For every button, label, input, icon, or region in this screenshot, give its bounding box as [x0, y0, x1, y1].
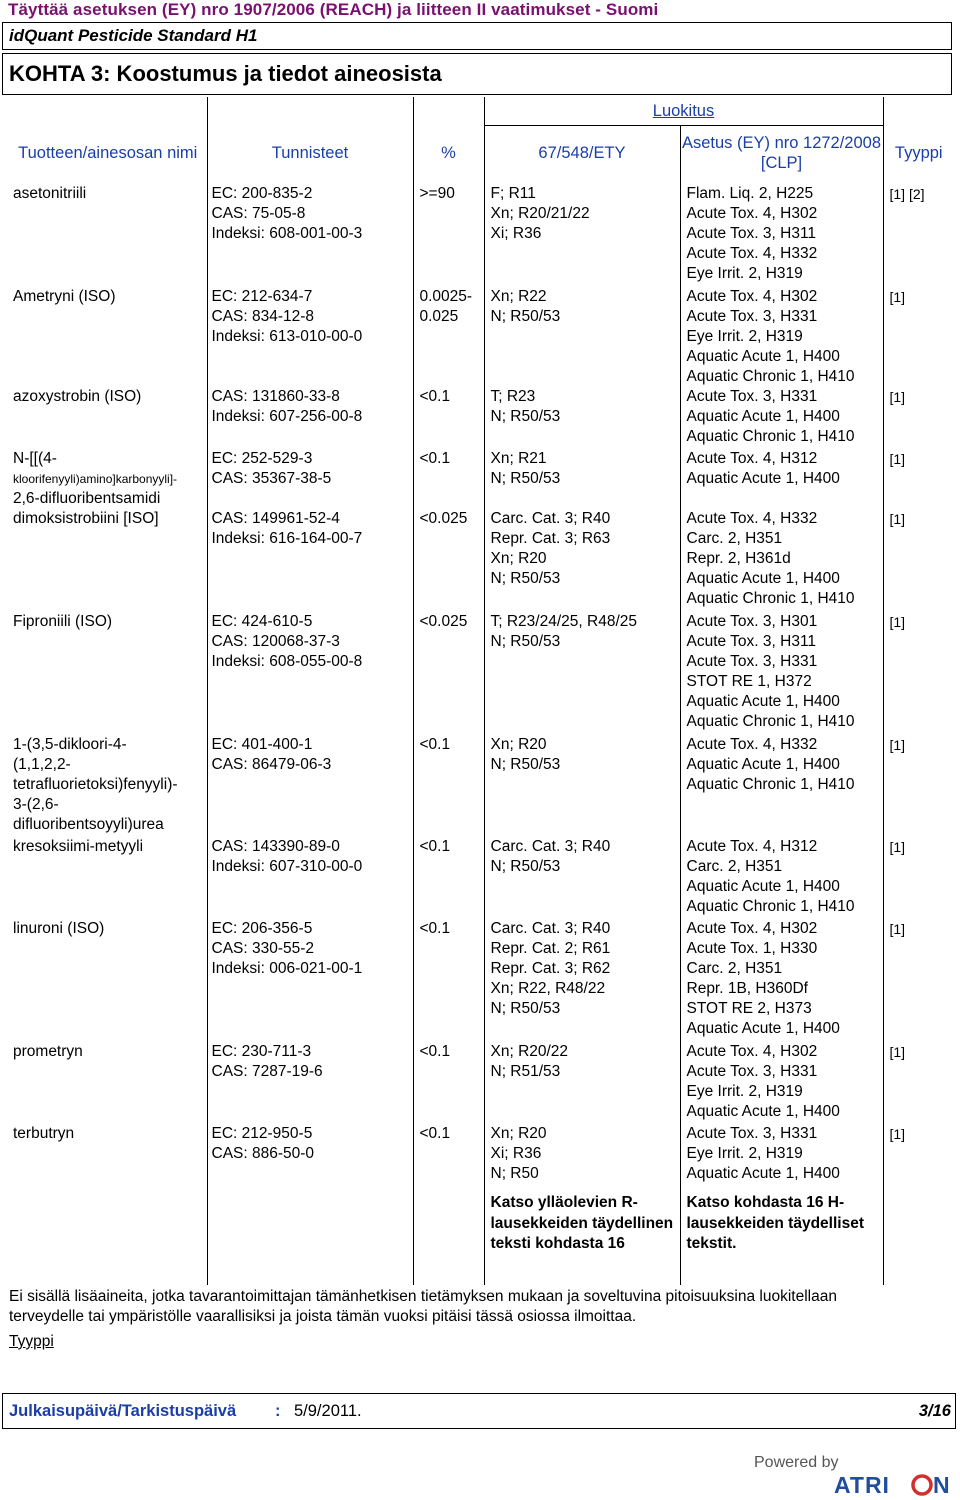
ingredient-identifiers	[207, 387, 413, 449]
header-spacer	[207, 97, 413, 126]
ingredient-percent	[413, 184, 484, 287]
table-row	[9, 184, 954, 287]
section-title: KOHTA 3: Koostumus ja tiedot aineosista	[2, 53, 952, 95]
table-row	[9, 387, 954, 449]
clp-classification-line: Repr. 1B, H360Df	[686, 980, 808, 997]
ingredient-name-line: prometryn	[13, 1043, 83, 1060]
ingredient-type: [1]	[889, 614, 906, 630]
clp-classification-line: Aquatic Acute 1, H400	[686, 878, 840, 895]
ingredient-name-line: kloorifenyyli)amino]karbonyyli]-	[13, 472, 178, 486]
directive-classification-line: Repr. Cat. 2; R61	[490, 940, 611, 957]
clp-classification-line: Eye Irrit. 2, H319	[686, 328, 803, 345]
directive-classification	[484, 184, 680, 287]
header-luokitus[interactable]	[484, 97, 883, 126]
clp-classification	[680, 1042, 883, 1124]
clp-classification-line: Acute Tox. 4, H302	[686, 288, 818, 305]
ingredient-identifiers-line: CAS: 7287-19-6	[211, 1063, 323, 1080]
ingredient-identifiers-line: EC: 424-610-5	[211, 613, 313, 630]
svg-text:ATRI: ATRI	[834, 1472, 890, 1496]
ingredient-type: [1]	[889, 1044, 906, 1060]
header-percent: %	[413, 126, 484, 185]
ingredient-identifiers-line: EC: 212-634-7	[211, 288, 313, 305]
issue-date-label: Julkaisupäivä/Tarkistuspäivä	[9, 1402, 237, 1420]
ingredient-type: [1]	[889, 1126, 906, 1142]
ingredient-name	[9, 387, 207, 449]
ingredient-identifiers-line: Indeksi: 608-001-00-3	[211, 225, 363, 242]
directive-classification-line: N; R50	[490, 1165, 539, 1182]
clp-classification-line: Aquatic Acute 1, H400	[686, 570, 840, 587]
table-row	[9, 735, 954, 837]
ingredient-percent	[413, 387, 484, 449]
directive-classification	[484, 837, 680, 919]
tyyppi-link[interactable]: Tyyppi	[9, 1333, 54, 1350]
ingredient-type: [1] [2]	[889, 186, 925, 202]
directive-classification-line: T; R23/24/25, R48/25	[490, 613, 637, 630]
issue-date-colon: :	[275, 1402, 281, 1420]
clp-classification-line: Acute Tox. 4, H302	[686, 205, 818, 222]
ingredient-identifiers	[207, 287, 413, 387]
ingredient-name	[9, 1042, 207, 1124]
ingredient-type: [1]	[889, 289, 906, 305]
ingredient-identifiers-line: CAS: 75-05-8	[211, 205, 306, 222]
composition-table	[9, 97, 954, 1285]
clp-classification-line: Carc. 2, H351	[686, 960, 783, 977]
ingredient-percent-line: <0.1	[419, 920, 451, 937]
clp-classification-line: Aquatic Chronic 1, H410	[686, 368, 855, 385]
ingredient-name-line: 3-(2,6-	[13, 796, 59, 813]
directive-classification	[484, 449, 680, 509]
clp-classification-line: STOT RE 1, H372	[686, 673, 812, 690]
ingredient-name	[9, 184, 207, 287]
ingredient-name	[9, 919, 207, 1042]
ingredient-identifiers-line: Indeksi: 613-010-00-0	[211, 328, 363, 345]
ingredient-identifiers	[207, 1124, 413, 1187]
clp-classification-line: Acute Tox. 3, H331	[686, 1125, 818, 1142]
clp-classification-line: Aquatic Chronic 1, H410	[686, 713, 855, 730]
table-row	[9, 1042, 954, 1124]
ingredient-name	[9, 837, 207, 919]
clp-classification	[680, 449, 883, 509]
ingredient-identifiers-line: CAS: 131860-33-8	[211, 388, 340, 405]
ingredient-identifiers-line: CAS: 35367-38-5	[211, 470, 332, 487]
clp-classification-line: Acute Tox. 3, H311	[686, 225, 817, 242]
directive-classification-line: N; R50/53	[490, 408, 561, 425]
ingredient-percent-line: <0.1	[419, 388, 451, 405]
ingredient-identifiers-line: CAS: 330-55-2	[211, 940, 315, 957]
directive-classification	[484, 387, 680, 449]
ingredient-percent-line: 0.025	[419, 308, 459, 325]
ingredient-name-line: Ametryni (ISO)	[13, 288, 116, 305]
directive-classification-line: Repr. Cat. 3; R62	[490, 960, 611, 977]
directive-classification	[484, 1042, 680, 1124]
ingredient-name-line: tetrafluorietoksi)fenyyli)-	[13, 776, 178, 793]
clp-classification-line: Acute Tox. 3, H331	[686, 653, 818, 670]
notes-empty-cell	[413, 1187, 484, 1285]
clp-classification-line: Aquatic Acute 1, H400	[686, 408, 840, 425]
clp-classification	[680, 612, 883, 735]
ingredient-name-line: kresoksiimi-metyyli	[13, 838, 144, 855]
ingredient-identifiers-line: Indeksi: 607-256-00-8	[211, 408, 363, 425]
clp-classification-line: Aquatic Acute 1, H400	[686, 348, 840, 365]
table-body	[9, 184, 954, 1285]
clp-classification-line: Repr. 2, H361d	[686, 550, 791, 567]
table-row	[9, 449, 954, 509]
header-spacer	[9, 97, 207, 126]
directive-classification-line: N; R50/53	[490, 1000, 561, 1017]
ingredient-identifiers	[207, 449, 413, 509]
ingredient-type: [1]	[889, 389, 906, 405]
clp-classification-line: Carc. 2, H351	[686, 530, 783, 547]
directive-classification-line: N; R51/53	[490, 1063, 561, 1080]
ingredient-identifiers	[207, 735, 413, 837]
directive-classification-line: Xn; R22	[490, 288, 547, 305]
clp-classification-line: Acute Tox. 4, H302	[686, 920, 818, 937]
directive-classification-line: N; R50/53	[490, 756, 561, 773]
clp-classification-line: Aquatic Chronic 1, H410	[686, 428, 855, 445]
ingredient-identifiers	[207, 1042, 413, 1124]
directive-classification	[484, 919, 680, 1042]
ingredient-name	[9, 735, 207, 837]
r-phrase-note-text: Katso ylläolevien R-lausekkeiden täydellinen teksti kohdasta 16	[490, 1194, 674, 1252]
notes-empty-cell	[207, 1187, 413, 1285]
clp-classification-line: Carc. 2, H351	[686, 858, 783, 875]
header-type: Tyyppi	[894, 143, 943, 162]
r-phrase-note	[484, 1187, 680, 1285]
directive-classification	[484, 612, 680, 735]
clp-classification	[680, 387, 883, 449]
clp-classification-line: Aquatic Acute 1, H400	[686, 693, 840, 710]
directive-classification-line: Carc. Cat. 3; R40	[490, 510, 611, 527]
clp-classification-line: Acute Tox. 3, H331	[686, 388, 818, 405]
clp-classification-line: Acute Tox. 4, H332	[686, 245, 818, 262]
ingredient-identifiers-line: CAS: 86479-06-3	[211, 756, 332, 773]
directive-classification-line: Xn; R20/21/22	[490, 205, 590, 222]
ingredient-name-line: (1,1,2,2-	[13, 756, 71, 773]
header-spacer	[883, 97, 954, 126]
header-spacer	[413, 97, 484, 126]
ingredient-percent-line: <0.1	[419, 1043, 451, 1060]
ingredient-name	[9, 1124, 207, 1187]
ingredient-type: [1]	[889, 921, 906, 937]
document-title: Täyttää asetuksen (EY) nro 1907/2006 (REACH) ja liitteen II vaatimukset - Suomi	[8, 0, 659, 19]
ingredient-identifiers-line: CAS: 143390-89-0	[211, 838, 340, 855]
ingredient-identifiers-line: CAS: 149961-52-4	[211, 510, 340, 527]
header-identifiers: Tunnisteet	[207, 126, 413, 185]
ingredient-name	[9, 449, 207, 509]
clp-classification-line: Aquatic Chronic 1, H410	[686, 898, 855, 915]
ingredient-identifiers	[207, 837, 413, 919]
header-directive: 67/548/ETY	[484, 126, 680, 185]
clp-classification-line: Eye Irrit. 2, H319	[686, 1083, 803, 1100]
ingredient-identifiers-line: EC: 252-529-3	[211, 450, 313, 467]
ingredient-name	[9, 287, 207, 387]
ingredient-identifiers-line: EC: 200-835-2	[211, 185, 313, 202]
ingredient-type: [1]	[889, 737, 906, 753]
ingredient-type: [1]	[889, 511, 906, 527]
ingredient-percent	[413, 1124, 484, 1187]
ingredient-identifiers-line: EC: 206-356-5	[211, 920, 313, 937]
header-name: Tuotteen/ainesosan nimi	[9, 126, 207, 185]
ingredient-percent	[413, 509, 484, 612]
clp-classification-line: Acute Tox. 4, H312	[686, 838, 818, 855]
clp-classification-line: Eye Irrit. 2, H319	[686, 1145, 803, 1162]
clp-classification-line: Acute Tox. 1, H330	[686, 940, 818, 957]
clp-classification-line: Acute Tox. 4, H332	[686, 736, 818, 753]
ingredient-identifiers-line: CAS: 120068-37-3	[211, 633, 340, 650]
ingredient-percent	[413, 287, 484, 387]
clp-classification	[680, 919, 883, 1042]
ingredient-type: [1]	[889, 839, 906, 855]
directive-classification-line: N; R50/53	[490, 570, 561, 587]
directive-classification-line: N; R50/53	[490, 858, 561, 875]
ingredient-percent-line: <0.1	[419, 838, 451, 855]
ingredient-percent-line: <0.025	[419, 613, 468, 630]
clp-classification-line: Aquatic Acute 1, H400	[686, 1020, 840, 1037]
table-row	[9, 1124, 954, 1187]
ingredient-percent-line: <0.1	[419, 450, 451, 467]
ingredient-percent-line: <0.1	[419, 1125, 451, 1142]
clp-classification-line: Acute Tox. 3, H311	[686, 633, 817, 650]
page-number: 3/16	[918, 1402, 951, 1420]
svg-text:N: N	[933, 1472, 950, 1496]
directive-classification-line: Xn; R20/22	[490, 1043, 569, 1060]
ingredient-name-line: N-[[(4-	[13, 450, 57, 467]
clp-classification-line: Aquatic Acute 1, H400	[686, 1103, 840, 1120]
issue-date-value: 5/9/2011.	[294, 1402, 362, 1420]
page-footer	[2, 1393, 956, 1429]
ingredient-name	[9, 509, 207, 612]
ingredient-identifiers-line: EC: 401-400-1	[211, 736, 313, 753]
product-name: idQuant Pesticide Standard H1	[2, 22, 952, 50]
clp-classification	[680, 837, 883, 919]
ingredient-percent	[413, 612, 484, 735]
ingredient-name-line: terbutryn	[13, 1125, 75, 1142]
page-header	[0, 0, 960, 22]
ingredient-identifiers-line: Indeksi: 607-310-00-0	[211, 858, 363, 875]
clp-classification	[680, 735, 883, 837]
table-row	[9, 509, 954, 612]
ingredient-name-line: 2,6-difluoribentsamidi	[13, 490, 161, 507]
clp-classification-line: Aquatic Chronic 1, H410	[686, 776, 855, 793]
directive-classification-line: N; R50/53	[490, 470, 561, 487]
clp-classification-line: STOT RE 2, H373	[686, 1000, 812, 1017]
clp-classification-line: Aquatic Acute 1, H400	[686, 1165, 840, 1182]
table-notes-row	[9, 1187, 954, 1285]
ingredient-identifiers-line: CAS: 886-50-0	[211, 1145, 315, 1162]
ingredient-identifiers-line: Indeksi: 616-164-00-7	[211, 530, 363, 547]
ingredient-percent-line: <0.1	[419, 736, 451, 753]
ingredient-identifiers	[207, 509, 413, 612]
table-row	[9, 612, 954, 735]
ingredient-percent	[413, 735, 484, 837]
directive-classification-line: Xn; R20	[490, 736, 547, 753]
h-phrase-note	[680, 1187, 883, 1285]
clp-classification-line: Acute Tox. 3, H331	[686, 1063, 818, 1080]
powered-by-branding	[752, 1452, 958, 1496]
clp-classification-line: Eye Irrit. 2, H319	[686, 265, 803, 282]
directive-classification	[484, 735, 680, 837]
directive-classification	[484, 287, 680, 387]
clp-classification	[680, 1124, 883, 1187]
ingredient-name-line: azoxystrobin (ISO)	[13, 388, 142, 405]
clp-classification-line: Acute Tox. 3, H301	[686, 613, 818, 630]
clp-classification-line: Acute Tox. 4, H312	[686, 450, 818, 467]
directive-classification-line: Xi; R36	[490, 1145, 542, 1162]
ingredient-name-line: difluoribentsoyyli)urea	[13, 816, 164, 833]
ingredient-percent	[413, 1042, 484, 1124]
clp-classification-line: Acute Tox. 4, H302	[686, 1043, 818, 1060]
notes-empty-cell	[883, 1187, 954, 1285]
h-phrase-note-text: Katso kohdasta 16 H-lausekkeiden täydelliset tekstit.	[686, 1194, 864, 1252]
directive-classification-line: Xn; R20	[490, 550, 547, 567]
ingredient-identifiers	[207, 612, 413, 735]
table-row	[9, 287, 954, 387]
ingredient-identifiers-line: EC: 212-950-5	[211, 1125, 313, 1142]
directive-classification	[484, 1124, 680, 1187]
directive-classification-line: Carc. Cat. 3; R40	[490, 838, 611, 855]
clp-classification	[680, 184, 883, 287]
ingredient-identifiers-line: Indeksi: 006-021-00-1	[211, 960, 363, 977]
table-row	[9, 837, 954, 919]
ingredient-name-line: dimoksistrobiini [ISO]	[13, 510, 159, 527]
ingredient-percent	[413, 449, 484, 509]
directive-classification	[484, 509, 680, 612]
ingredient-percent	[413, 919, 484, 1042]
ingredient-name-line: linuroni (ISO)	[13, 920, 105, 937]
directive-classification-line: Xi; R36	[490, 225, 542, 242]
luokitus-link[interactable]: Luokitus	[652, 102, 715, 120]
ingredient-name-line: 1-(3,5-dikloori-4-	[13, 736, 127, 753]
atrion-logo-icon	[832, 1472, 958, 1496]
ingredient-identifiers-line: CAS: 834-12-8	[211, 308, 315, 325]
ingredient-percent-line: <0.025	[419, 510, 468, 527]
ingredient-identifiers	[207, 184, 413, 287]
clp-classification	[680, 509, 883, 612]
directive-classification-line: N; R50/53	[490, 308, 561, 325]
directive-classification-line: Carc. Cat. 3; R40	[490, 920, 611, 937]
directive-classification-line: Xn; R22, R48/22	[490, 980, 606, 997]
notes-empty-cell	[9, 1187, 207, 1285]
clp-classification-line: Aquatic Acute 1, H400	[686, 470, 840, 487]
directive-classification-line: F; R11	[490, 185, 536, 202]
ingredient-type: [1]	[889, 451, 906, 467]
composition-table-container	[9, 97, 954, 1285]
ingredient-name-line: asetonitriili	[13, 185, 87, 202]
directive-classification-line: Xn; R20	[490, 1125, 547, 1142]
ingredient-percent-line: 0.0025-	[419, 288, 473, 305]
header-clp: Asetus (EY) nro 1272/2008 [CLP]	[680, 126, 883, 185]
ingredient-percent	[413, 837, 484, 919]
clp-classification	[680, 287, 883, 387]
ingredient-percent-line: >=90	[419, 185, 455, 202]
directive-classification-line: N; R50/53	[490, 633, 561, 650]
ingredient-identifiers	[207, 919, 413, 1042]
table-row	[9, 919, 954, 1042]
powered-by-label: Powered by	[754, 1454, 839, 1471]
clp-classification-line: Aquatic Acute 1, H400	[686, 756, 840, 773]
directive-classification-line: Repr. Cat. 3; R63	[490, 530, 611, 547]
directive-classification-line: T; R23	[490, 388, 536, 405]
clp-classification-line: Aquatic Chronic 1, H410	[686, 590, 855, 607]
clp-classification-line: Acute Tox. 3, H331	[686, 308, 818, 325]
clp-classification-line: Flam. Liq. 2, H225	[686, 185, 814, 202]
clp-classification-line: Acute Tox. 4, H332	[686, 510, 818, 527]
directive-classification-line: Xn; R21	[490, 450, 547, 467]
footnote-text: Ei sisällä lisäaineita, jotka tavarantoimittajan tämänhetkisen tietämyksen mukaan ja soveltuvina pitoisuuksina luokitellaan terveydelle tai ympäristölle vaarallisiksi ja joista tämän vuoksi pitäisi tässä osiossa ilmoittaa.	[9, 1288, 837, 1325]
ingredient-name	[9, 612, 207, 735]
ingredient-name-line: Fiproniili (ISO)	[13, 613, 113, 630]
ingredient-identifiers-line: EC: 230-711-3	[211, 1043, 312, 1060]
ingredient-identifiers-line: Indeksi: 608-055-00-8	[211, 653, 363, 670]
